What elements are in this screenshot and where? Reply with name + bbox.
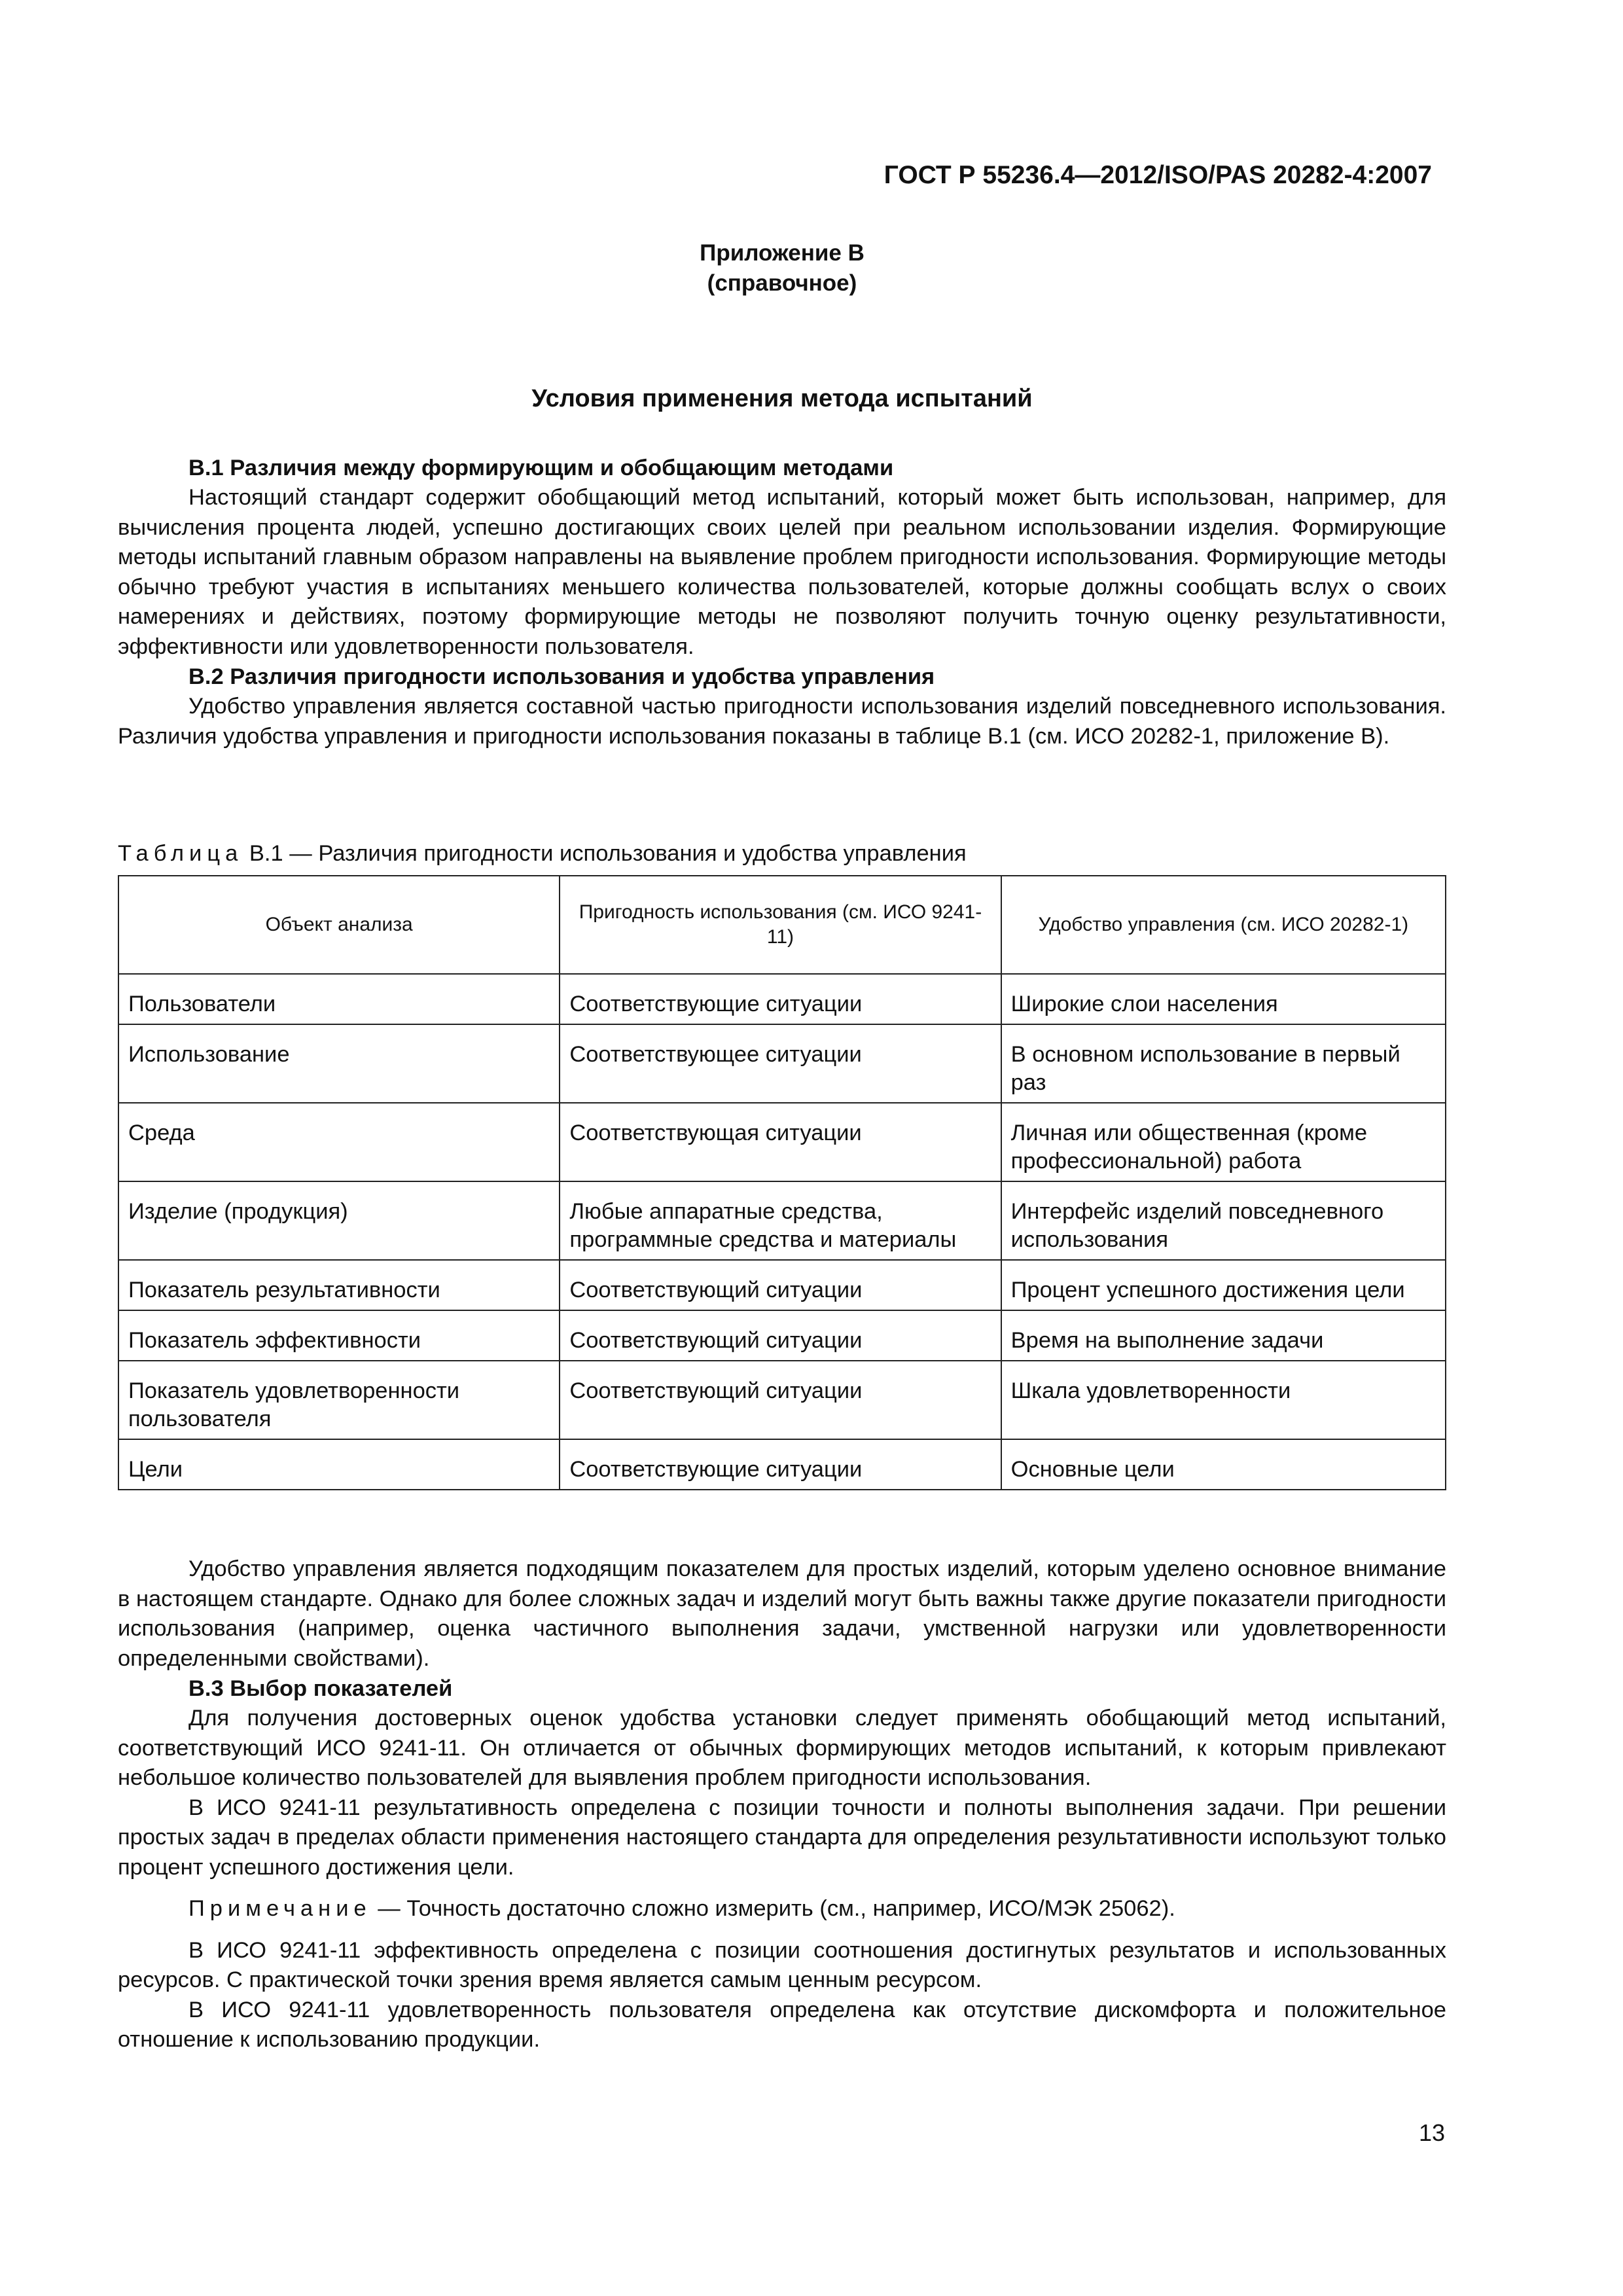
note-text: — Точность достаточно сложно измерить (см., например, ИСО/МЭК 25062). bbox=[378, 1896, 1175, 1921]
section-body bbox=[118, 453, 1446, 751]
section-text-b3-p1: Для получения достоверных оценок удобства установки следует применять обобщающий метод испытаний, соответствующий ИСО 9241-11. Он отличается от обычных формирующих методов испытаний, к которым привлекают небольшое количество пользователей для выявления проблем пригодности использования. bbox=[118, 1706, 1446, 1790]
table-cell: В основном использование в первый раз bbox=[1001, 1024, 1446, 1103]
table-cell: Соответствующий ситуации bbox=[560, 1260, 1001, 1310]
section-text-b2: Удобство управления является составной частью пригодности использования изделий повседневного использования. Различия удобства управления и пригодности использования показаны в таблице В.1 (см. ИСО 20282-1, приложение В). bbox=[118, 694, 1446, 749]
table-cell: Любые аппаратные средства, программные средства и материалы bbox=[560, 1181, 1001, 1260]
table-cell: Цели bbox=[118, 1439, 560, 1490]
table-caption-text: В.1 — Различия пригодности использования и удобства управления bbox=[249, 841, 967, 866]
section-heading-b3: В.3 Выбор показателей bbox=[188, 1676, 453, 1701]
table-row bbox=[118, 1439, 1446, 1490]
section-text-b3-p4: В ИСО 9241-11 удовлетворенность пользователя определена как отсутствие дискомфорта и положительное отношение к использованию продукции. bbox=[118, 1997, 1446, 2052]
section-text-b3-p3: В ИСО 9241-11 эффективность определена с позиции соотношения достигнутых результатов и использованных ресурсов. С практической точки зрения время является самым ценным ресурсом. bbox=[118, 1937, 1446, 1992]
table-row bbox=[118, 1361, 1446, 1439]
table-row bbox=[118, 1181, 1446, 1260]
after-table-text: Удобство управления является подходящим показателем для простых изделий, которым уделено основное внимание в настоящем стандарте. Однако для более сложных задач и изделий могут быть важны также другие показатели пригодности использования (например, оценка частичного выполнения задачи, умственной нагрузки или удовлетворенности определенными свойствами). bbox=[118, 1556, 1446, 1671]
table-cell: Пользователи bbox=[118, 974, 560, 1024]
lower-body bbox=[118, 1554, 1446, 2055]
table-cell: Показатель удовлетворенности пользователя bbox=[118, 1361, 560, 1439]
table-cell: Широкие слои населения bbox=[1001, 974, 1446, 1024]
table-cell: Основные цели bbox=[1001, 1439, 1446, 1490]
table-cell: Шкала удовлетворенности bbox=[1001, 1361, 1446, 1439]
section-heading-b2: В.2 Различия пригодности использования и удобства управления bbox=[188, 664, 935, 689]
note bbox=[118, 1894, 1446, 1924]
standard-header: ГОСТ Р 55236.4—2012/ISO/PAS 20282-4:2007 bbox=[883, 161, 1432, 189]
table-cell: Время на выполнение задачи bbox=[1001, 1310, 1446, 1361]
page-title: Условия применения метода испытаний bbox=[531, 385, 1033, 412]
table-row bbox=[118, 1310, 1446, 1361]
table-cell: Среда bbox=[118, 1103, 560, 1181]
table-header-row bbox=[118, 876, 1446, 974]
table-caption bbox=[118, 841, 967, 867]
table-cell: Использование bbox=[118, 1024, 560, 1103]
table-cell: Соответствующий ситуации bbox=[560, 1310, 1001, 1361]
table-cell: Процент успешного достижения цели bbox=[1001, 1260, 1446, 1310]
table-cell: Интерфейс изделий повседневного использования bbox=[1001, 1181, 1446, 1260]
table-cell: Показатель эффективности bbox=[118, 1310, 560, 1361]
table-header-cell: Пригодность использования (см. ИСО 9241-11) bbox=[560, 876, 1001, 974]
comparison-table bbox=[118, 875, 1446, 1490]
table-row bbox=[118, 974, 1446, 1024]
table-header-cell: Объект анализа bbox=[118, 876, 560, 974]
table-header-cell: Удобство управления (см. ИСО 20282-1) bbox=[1001, 876, 1446, 974]
table-cell: Соответствующая ситуации bbox=[560, 1103, 1001, 1181]
table-cell: Изделие (продукция) bbox=[118, 1181, 560, 1260]
annex-kind: (справочное) bbox=[707, 270, 857, 296]
table-caption-word: Таблица bbox=[118, 841, 243, 866]
table-cell: Соответствующие ситуации bbox=[560, 1439, 1001, 1490]
page-number: 13 bbox=[1418, 2119, 1445, 2146]
section-text-b1: Настоящий стандарт содержит обобщающий метод испытаний, который может быть использован, например, для вычисления процента людей, успешно достигающих своих целей при реальном использовании изделия. Формирующие методы испытаний главным образом направлены на выявление проблем пригодности использования. Формирующие методы обычно требуют участия в испытаниях меньшего количества пользователей, которые должны сообщать вслух о своих намерениях и действиях, поэтому формирующие методы не позволяют получить точную оценку результативности, эффективности или удовлетворенности пользователя. bbox=[118, 485, 1446, 659]
table-row bbox=[118, 1260, 1446, 1310]
section-text-b3-p2: В ИСО 9241-11 результативность определена с позиции точности и полноты выполнения задачи. При решении простых задач в пределах области применения настоящего стандарта для определения результативности используют только процент успешного достижения цели. bbox=[118, 1795, 1446, 1880]
annex-label: Приложение В bbox=[700, 240, 865, 266]
table-cell: Показатель результативности bbox=[118, 1260, 560, 1310]
note-word: Примечание bbox=[188, 1896, 372, 1921]
table-row bbox=[118, 1024, 1446, 1103]
table-cell: Соответствующий ситуации bbox=[560, 1361, 1001, 1439]
section-heading-b1: В.1 Различия между формирующим и обобщающим методами bbox=[188, 456, 894, 480]
table-cell: Соответствующие ситуации bbox=[560, 974, 1001, 1024]
table-cell: Соответствующее ситуации bbox=[560, 1024, 1001, 1103]
table-row bbox=[118, 1103, 1446, 1181]
table-cell: Личная или общественная (кроме профессиональной) работа bbox=[1001, 1103, 1446, 1181]
